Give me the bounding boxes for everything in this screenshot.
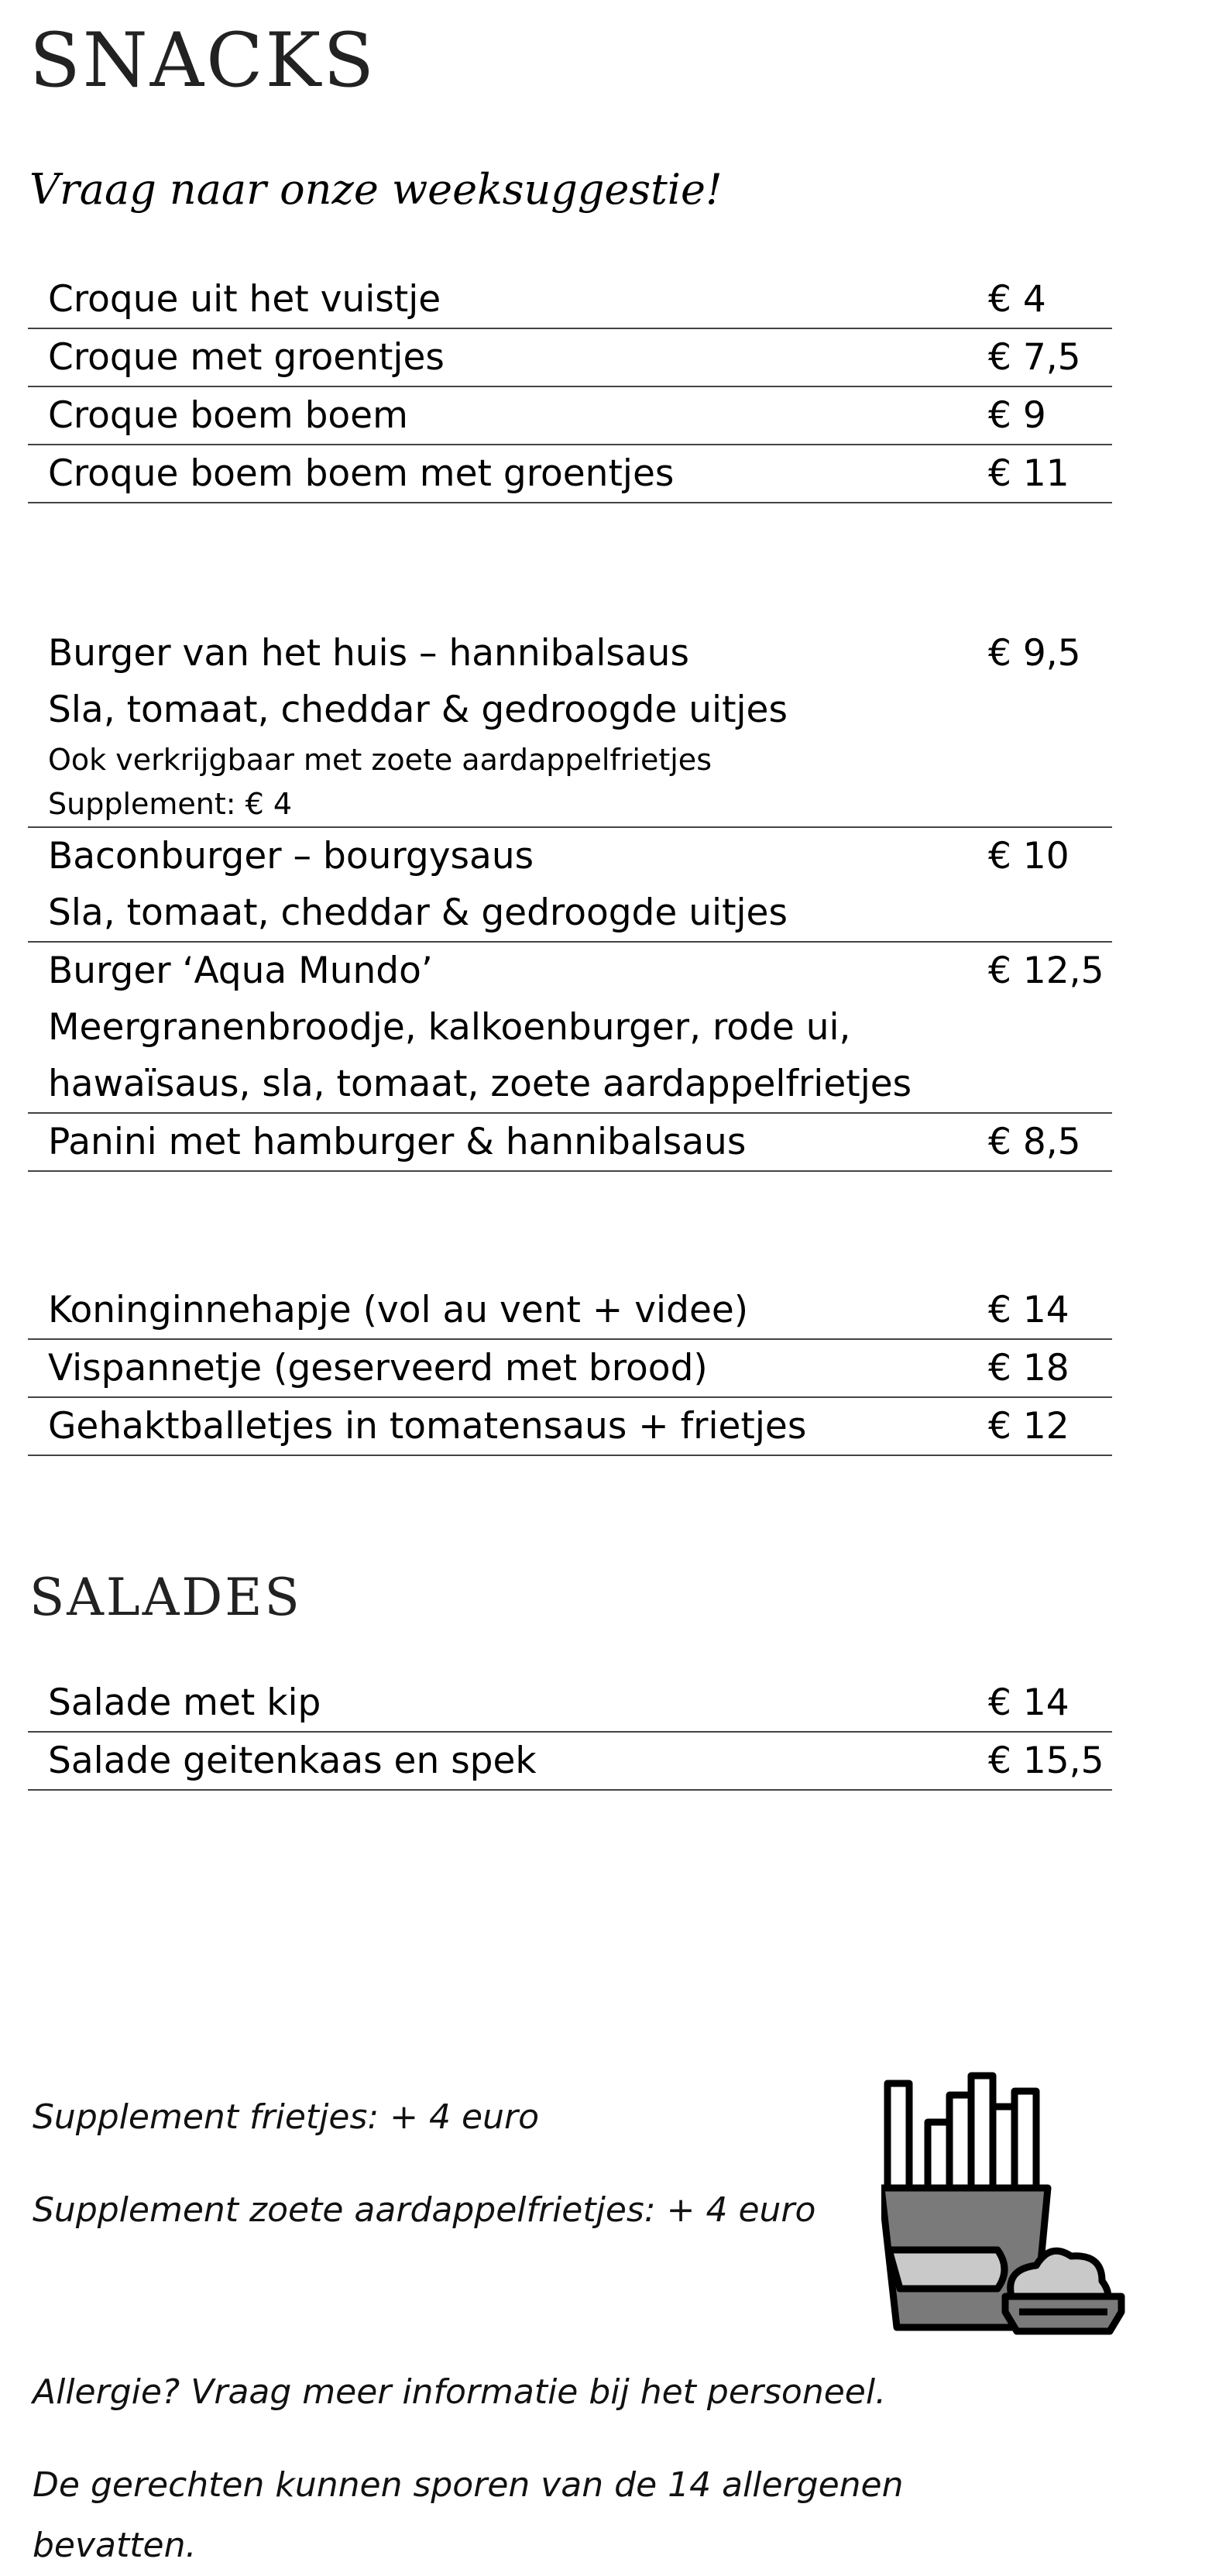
item-name: Croque met groentjes	[28, 328, 988, 386]
item-name: Burger ‘Aqua Mundo’	[48, 950, 433, 992]
fries-icon	[881, 2072, 1129, 2351]
menu-row	[28, 827, 1112, 942]
snacks-title: SNACKS	[29, 17, 377, 104]
supplement-fries-note: Supplement frietjes: + 4 euro	[33, 2097, 539, 2137]
item-cell	[28, 942, 988, 1113]
item-price: € 11	[988, 445, 1112, 503]
item-name: Burger van het huis – hannibalsaus	[48, 632, 689, 675]
item-name: Salade met kip	[28, 1674, 988, 1732]
item-price: € 12,5	[988, 942, 1112, 1113]
allergen-traces-note: De gerechten kunnen sporen van de 14 allergenen bevatten.	[33, 2465, 904, 2565]
item-price: € 10	[988, 827, 1112, 942]
weeksuggestie-tagline: Vraag naar onze weeksuggestie!	[29, 165, 723, 214]
item-name: Croque uit het vuistje	[28, 271, 988, 328]
item-name: Croque boem boem met groentjes	[28, 445, 988, 503]
item-cell	[28, 827, 988, 942]
item-price: € 8,5	[988, 1113, 1112, 1171]
salades-table	[28, 1674, 1112, 1791]
item-price: € 14	[988, 1282, 1112, 1339]
item-supplement: Supplement: € 4	[48, 787, 293, 821]
menu-row	[28, 1339, 1112, 1397]
item-name: Baconburger – bourgysaus	[48, 835, 534, 878]
menu-row	[28, 1397, 1112, 1455]
menu-row	[28, 328, 1112, 386]
item-price: € 12	[988, 1397, 1112, 1455]
menu-row	[28, 1732, 1112, 1790]
item-name: Croque boem boem	[28, 386, 988, 445]
item-name: Salade geitenkaas en spek	[28, 1732, 988, 1790]
fries-box-band	[889, 2250, 1004, 2289]
item-price: € 15,5	[988, 1732, 1112, 1790]
warm-dishes-table	[28, 1282, 1112, 1456]
menu-row	[28, 445, 1112, 503]
item-price: € 4	[988, 271, 1112, 328]
item-price: € 7,5	[988, 328, 1112, 386]
item-price: € 14	[988, 1674, 1112, 1732]
supplement-sweet-potato-note: Supplement zoete aardappelfrietjes: + 4 euro	[33, 2190, 816, 2230]
salades-title: SALADES	[29, 1568, 302, 1627]
item-price: € 9	[988, 386, 1112, 445]
item-name: Vispannetje (geserveerd met brood)	[28, 1339, 988, 1397]
allergy-note: Allergie? Vraag meer informatie bij het personeel.	[33, 2372, 887, 2412]
item-description: Sla, tomaat, cheddar & gedroogde uitjes	[48, 891, 788, 934]
item-name: Panini met hamburger & hannibalsaus	[28, 1113, 988, 1171]
item-description: Meergranenbroodje, kalkoenburger, rode ui,	[48, 1006, 851, 1049]
croque-table	[28, 271, 1112, 503]
menu-row	[28, 271, 1112, 328]
item-description: Sla, tomaat, cheddar & gedroogde uitjes	[48, 689, 788, 731]
item-name: Koninginnehapje (vol au vent + videe)	[28, 1282, 988, 1339]
menu-row	[28, 386, 1112, 445]
burger-table	[28, 625, 1112, 1172]
item-description: hawaïsaus, sla, tomaat, zoete aardappelfrietjes	[48, 1063, 912, 1105]
menu-row	[28, 1282, 1112, 1339]
item-cell	[28, 625, 988, 827]
item-price: € 18	[988, 1339, 1112, 1397]
menu-row	[28, 625, 1112, 827]
menu-row	[28, 1674, 1112, 1732]
menu-row	[28, 1113, 1112, 1171]
menu-row	[28, 942, 1112, 1113]
item-price: € 9,5	[988, 625, 1112, 827]
item-name: Gehaktballetjes in tomatensaus + frietjes	[28, 1397, 988, 1455]
item-note: Ook verkrijgbaar met zoete aardappelfrietjes	[48, 743, 712, 777]
